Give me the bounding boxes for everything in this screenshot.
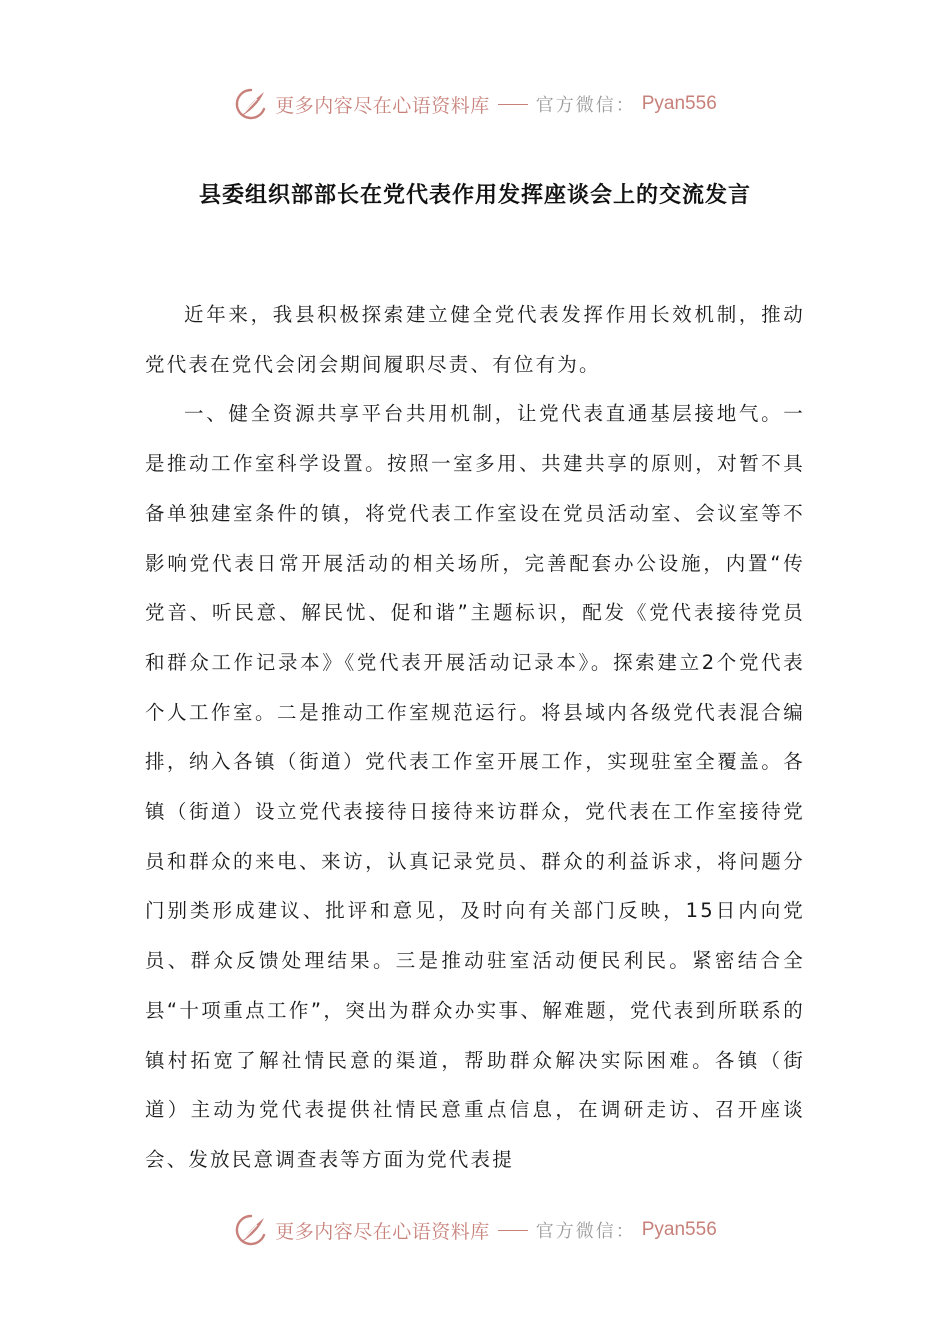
banner-slogan: 更多内容尽在心语资料库 [275, 94, 490, 117]
quill-pen-circle-icon [233, 86, 269, 122]
header-banner [0, 84, 950, 124]
banner-slogan: 更多内容尽在心语资料库 [275, 1220, 490, 1243]
paragraph: 近年来，我县积极探索建立健全党代表发挥作用长效机制，推动党代表在党代会闭会期间履职尽责、有位有为。 [145, 303, 805, 376]
footer-banner [0, 1210, 950, 1250]
banner-separator [498, 1230, 528, 1231]
document-body [145, 290, 805, 1185]
document-title: 县委组织部部长在党代表作用发挥座谈会上的交流发言 [198, 183, 751, 208]
banner-official-label: 官方微信： [535, 95, 636, 116]
banner-separator [498, 104, 528, 105]
quill-pen-circle-icon [233, 1212, 269, 1248]
banner-official-label: 官方微信： [535, 1221, 636, 1242]
banner-wechat-id: Pyan556 [641, 1219, 717, 1240]
paragraph: 一、健全资源共享平台共用机制，让党代表直通基层接地气。一是推动工作室科学设置。按照一室多用、共建共享的原则，对暂不具备单独建室条件的镇，将党代表工作室设在党员活动室、会议室等不影响党代表日常开展活动的相关场所，完善配套办公设施，内置“传党音、听民意、解民忧、促和谐”主题标识，配发《党代表接待党员和群众工作记录本》《党代表开展活动记录本》。探索建立2个党代表个人工作室。二是推动工作室规范运行。将县域内各级党代表混合编排，纳入各镇（街道）党代表工作室开展工作，实现驻室全覆盖。各镇（街道）设立党代表接待日接待来访群众，党代表在工作室接待党员和群众的来电、来访，认真记录党员、群众的利益诉求，将问题分门别类形成建议、批评和意见，及时向有关部门反映，15日内向党员、群众反馈处理结果。三是推动驻室活动便民利民。紧密结合全县“十项重点工作”，突出为群众办实事、解难题，党代表到所联系的镇村拓宽了解社情民意的渠道，帮助群众解决实际困难。各镇（街道）主动为党代表提供社情民意重点信息，在调研走访、召开座谈会、发放民意调查表等方面为党代表提 [145, 402, 805, 1171]
banner-wechat-id: Pyan556 [641, 93, 717, 114]
